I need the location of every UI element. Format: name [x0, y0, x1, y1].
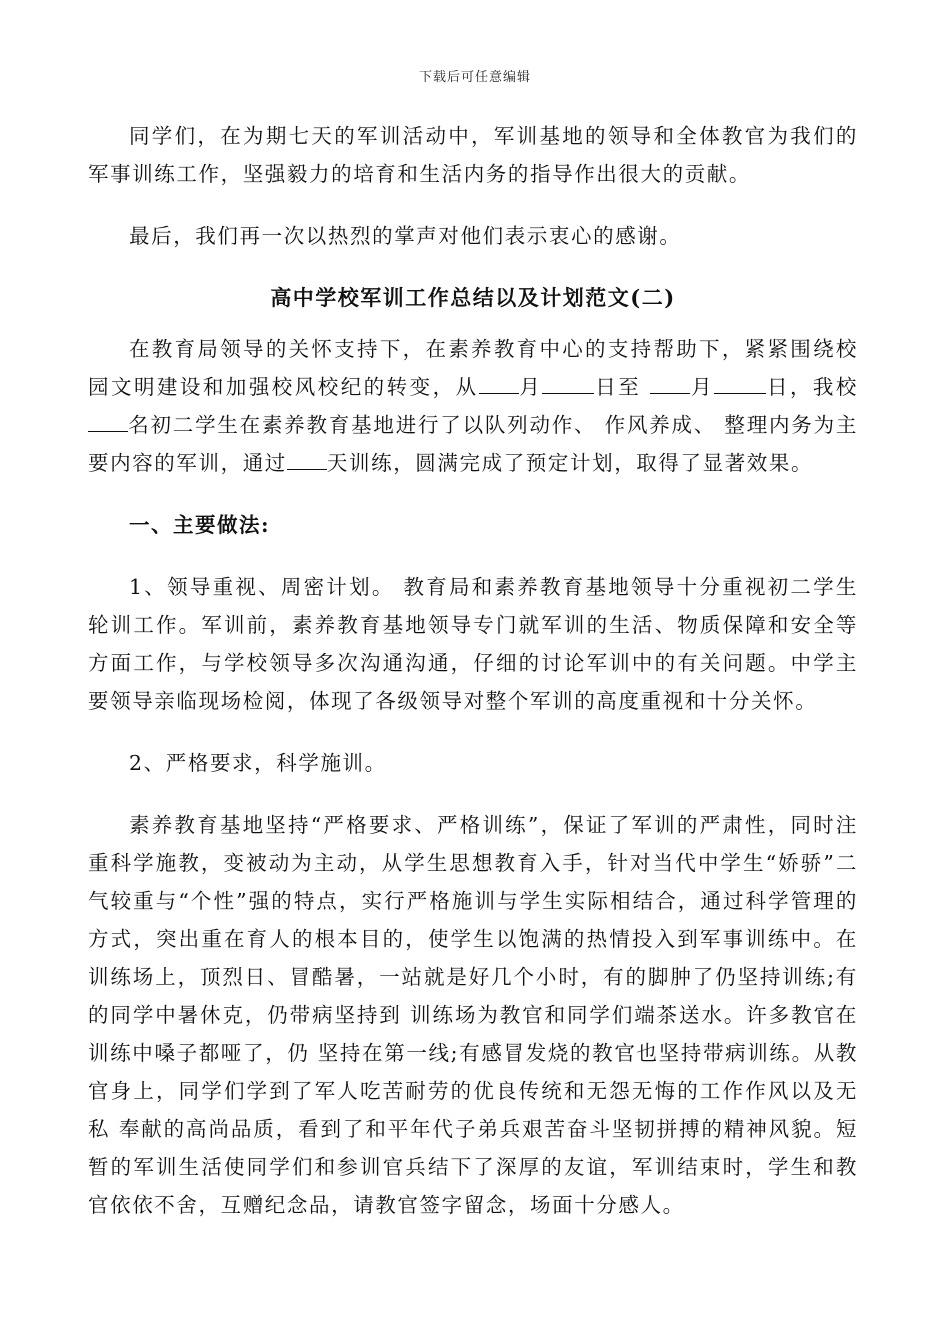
document-title: 高中学校军训工作总结以及计划范文(二): [270, 285, 676, 310]
paragraph-strict-requirements: 2、严格要求，科学施训。: [129, 751, 387, 775]
intro-text-g: 天训练，圆满完成了预定计划，取得了显著效果。: [326, 451, 814, 475]
intro-text-f: 名初二学生在素养教育基地进行了以队列动作、 作风养成、 整理内务为主要内容的军训，通过: [88, 413, 858, 475]
blank-day-start: [542, 373, 594, 394]
intro-text-c: 日至: [594, 375, 651, 399]
intro-text-a: 在教育局领导的关怀支持下，在素养教育中心的支持帮助下，紧紧围绕校园文明建设和加强校风校纪的转变，从: [88, 337, 858, 399]
paragraph-intro: [88, 330, 858, 482]
section-heading-main-practices: 一、主要做法:: [129, 513, 271, 537]
blank-student-count: [88, 411, 128, 432]
blank-month-end: [650, 373, 690, 394]
paragraph-training-details: 素养教育基地坚持“严格要求、严格训练”，保证了军训的严肃性，同时注重科学施教，变被动为主动，从学生思想教育入手，针对当代中学生“娇骄”二气较重与“个性”强的特点，实行严格施训与学生实际相结合，通过科学管理的方式，突出重在育人的根本目的，使学生以饱满的热情投入到军事训练中。在训练场上，顶烈日、冒酷暑，一站就是好几个小时，有的脚肿了仍坚持训练;有的同学中暑休克，仍带病坚持到 训练场为教官和同学们端茶送水。许多教官在训练中嗓子都哑了，仍 坚持在第一线;有感冒发烧的教官也坚持带病训练。从教官身上，同学们学到了军人吃苦耐劳的优良传统和无怨无悔的工作作风以及无私 奉献的高尚品质，看到了和平年代子弟兵艰苦奋斗坚韧拼搏的精神风貌。短暂的军训生活使同学们和参训官兵结下了深厚的友谊，军训结束时，学生和教官依依不舍，互赠纪念品，请教官签字留念，场面十分感人。: [88, 813, 858, 1217]
paragraph-closing: 最后，我们再一次以热烈的掌声对他们表示衷心的感谢。: [129, 224, 682, 248]
document-body: [88, 117, 858, 1224]
paragraph-thanks-instructors: 同学们，在为期七天的军训活动中，军训基地的领导和全体教官为我们的军事训练工作，坚强毅力的培育和生活内务的指导作出很大的贡献。: [88, 124, 858, 186]
blank-day-end: [714, 373, 766, 394]
intro-text-e: 日，我校: [766, 375, 858, 399]
blank-month-start: [479, 373, 519, 394]
header-note: 下载后可任意编辑: [418, 70, 531, 85]
intro-text-b: 月: [518, 375, 543, 399]
paragraph-leadership: 1、领导重视、周密计划。 教育局和素养教育基地领导十分重视初二学生轮训工作。军训前，素养教育基地领导专门就军训的生活、物质保障和安全等方面工作，与学校领导多次沟通沟通，仔细的讨论军训中的有关问题。中学主要领导亲临现场检阅，体现了各级领导对整个军训的高度重视和十分关怀。: [88, 575, 858, 713]
blank-days: [287, 449, 327, 470]
intro-text-d: 月: [690, 375, 715, 399]
